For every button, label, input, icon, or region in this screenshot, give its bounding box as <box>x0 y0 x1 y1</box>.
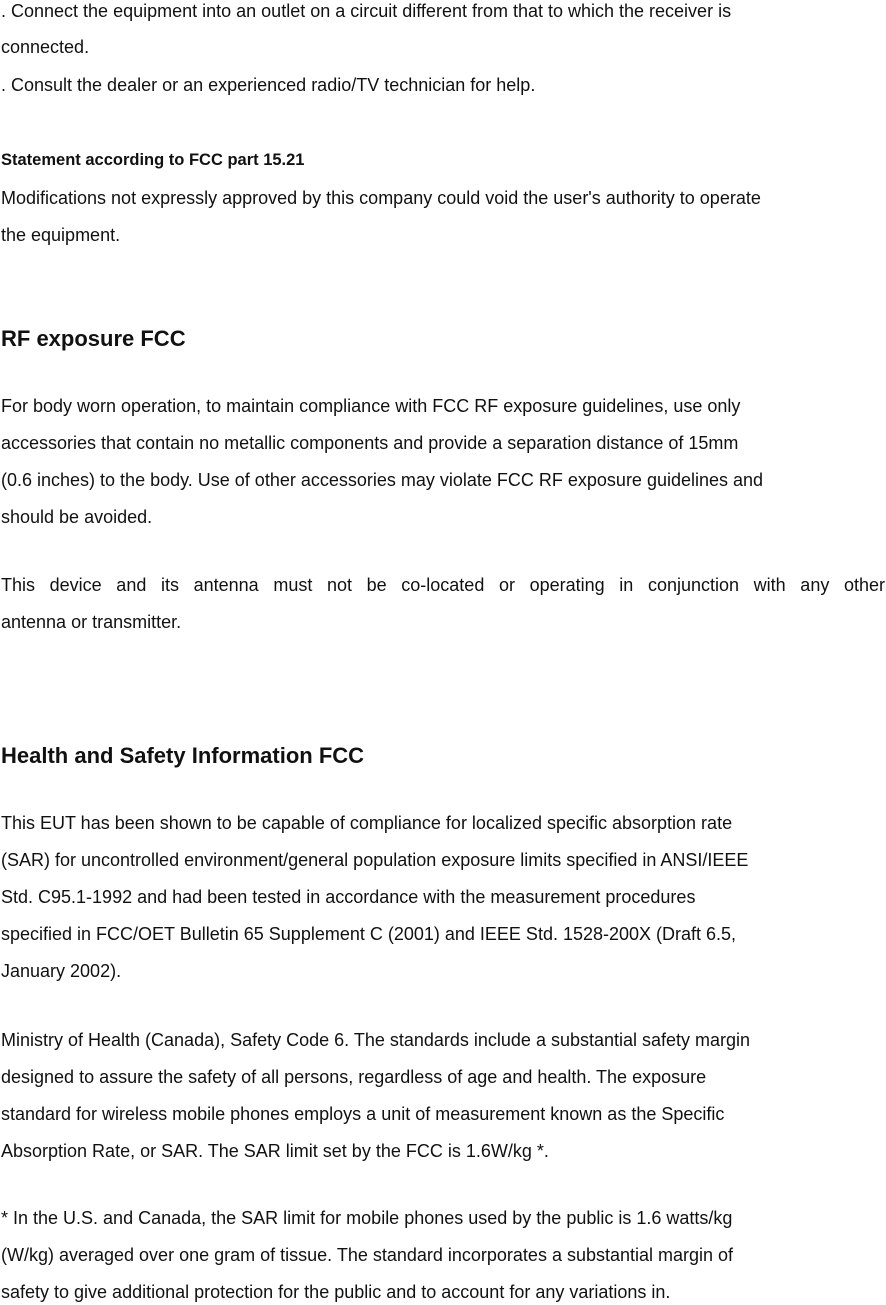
statement-line-1: Modifications not expressly approved by this company could void the user's authority to operate <box>1 188 761 208</box>
hs-para3-line-2: (W/kg) averaged over one gram of tissue. The standard incorporates a substantial margin of <box>1 1245 734 1265</box>
hs-para1-line-1: This EUT has been shown to be capable of compliance for localized specific absorption rate <box>1 813 733 833</box>
rf-para1-line-1: For body worn operation, to maintain compliance with FCC RF exposure guidelines, use only <box>1 396 741 416</box>
intro-consult-line: . Consult the dealer or an experienced radio/TV technician for help. <box>1 75 536 95</box>
rf-para1-line-3: (0.6 inches) to the body. Use of other accessories may violate FCC RF exposure guidelines and <box>1 470 764 490</box>
hs-para3-line-1: * In the U.S. and Canada, the SAR limit for mobile phones used by the public is 1.6 watts/kg <box>1 1208 733 1228</box>
rf-para1-line-4: should be avoided. <box>1 507 153 527</box>
intro-connect-line-1: . Connect the equipment into an outlet on a circuit different from that to which the receiver is <box>1 1 732 21</box>
hs-para2-line-1: Ministry of Health (Canada), Safety Code 6. The standards include a substantial safety margin <box>1 1030 751 1050</box>
hs-para1-line-3: Std. C95.1-1992 and had been tested in accordance with the measurement procedures <box>1 887 696 907</box>
rf-exposure-heading: RF exposure FCC <box>1 326 186 351</box>
statement-line-2: the equipment. <box>1 225 121 245</box>
intro-connect-line-2: connected. <box>1 37 90 57</box>
statement-title: Statement according to FCC part 15.21 <box>1 151 305 169</box>
hs-para2-line-3: standard for wireless mobile phones employs a unit of measurement known as the Specific <box>1 1104 725 1124</box>
rf-para2-line-1: This device and its antenna must not be co-located or operating in conjunction with any other <box>1 575 885 595</box>
rf-para1-line-2: accessories that contain no metallic components and provide a separation distance of 15mm <box>1 433 739 453</box>
hs-para1-line-4: specified in FCC/OET Bulletin 65 Supplement C (2001) and IEEE Std. 1528-200X (Draft 6.5, <box>1 924 737 944</box>
hs-para2-line-4: Absorption Rate, or SAR. The SAR limit set by the FCC is 1.6W/kg *. <box>1 1141 549 1161</box>
rf-para2-line-2: antenna or transmitter. <box>1 612 182 632</box>
health-safety-heading: Health and Safety Information FCC <box>1 743 365 768</box>
hs-para1-line-2: (SAR) for uncontrolled environment/general population exposure limits specified in ANSI/IEEE <box>1 850 749 870</box>
hs-para2-line-2: designed to assure the safety of all persons, regardless of age and health. The exposure <box>1 1067 707 1087</box>
hs-para1-line-5: January 2002). <box>1 961 122 981</box>
hs-para3-line-3: safety to give additional protection for the public and to account for any variations in. <box>1 1282 671 1302</box>
